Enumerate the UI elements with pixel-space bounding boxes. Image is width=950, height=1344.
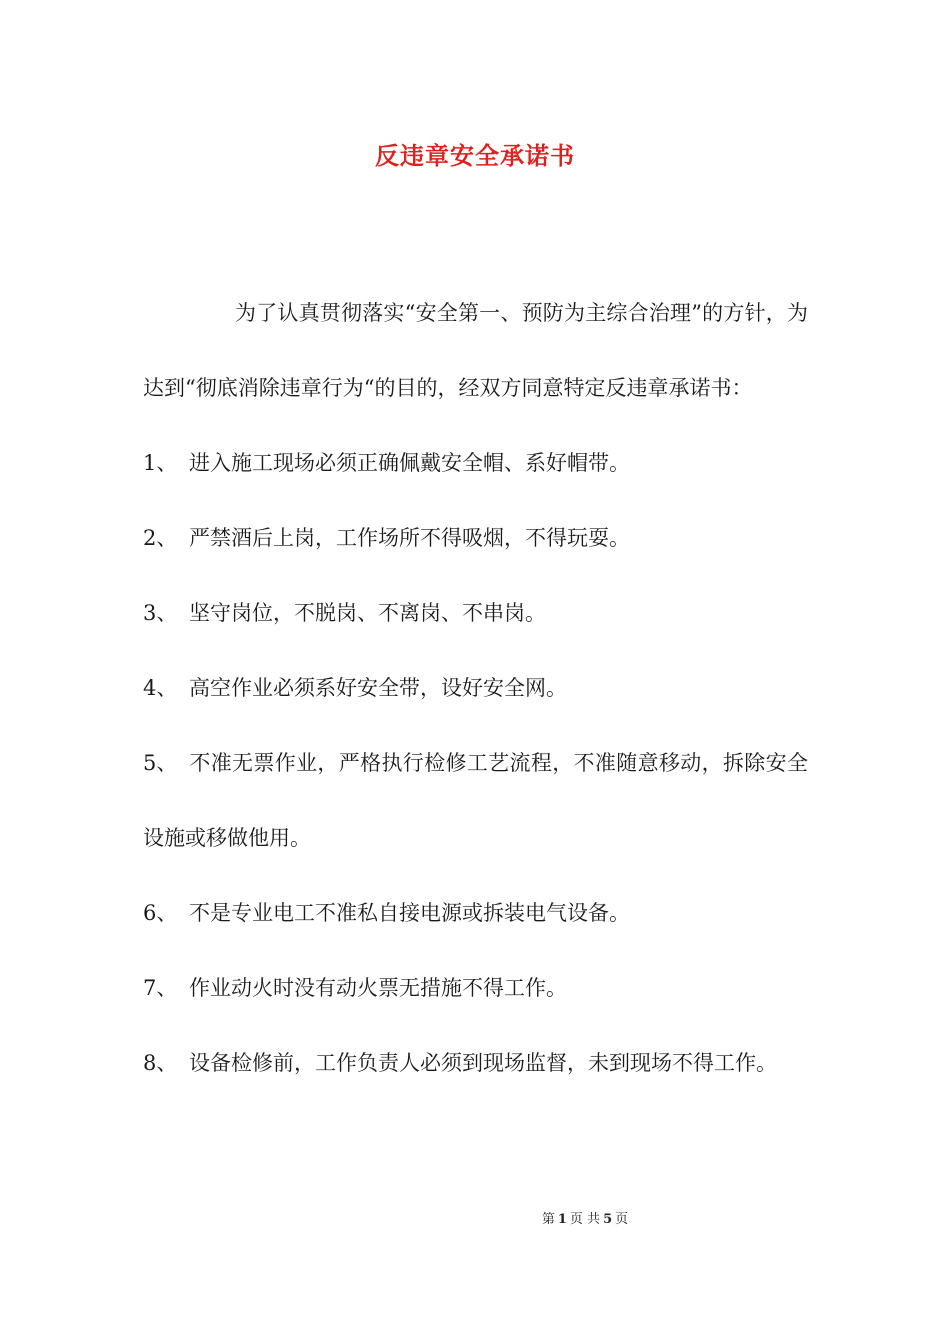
list-item (143, 1026, 808, 1101)
list-item-number: 6、 (143, 901, 178, 925)
footer-page-number: 1 (557, 1212, 567, 1227)
page-footer (0, 1208, 950, 1227)
list-item-number: 5、 (143, 751, 178, 775)
list-item-number: 3、 (143, 601, 178, 625)
intro-paragraph: 为了认真贯彻落实“安全第一、预防为主综合治理”的方针，为达到“彻底消除违章行为“的目的，经双方同意特定反违章承诺书： (143, 301, 808, 400)
document-title: 反违章安全承诺书 (375, 141, 575, 170)
footer-suffix: 页 (615, 1212, 629, 1227)
list-item-text: 作业动火时没有动火票无措施不得工作。 (189, 976, 567, 1000)
list-item (143, 726, 808, 876)
list-item (143, 576, 808, 651)
list-item-number: 8、 (143, 1051, 178, 1075)
footer-middle: 页 共 (569, 1212, 601, 1227)
footer-total-pages: 5 (603, 1212, 613, 1227)
list-item-number: 4、 (143, 676, 178, 700)
list-item (143, 951, 808, 1026)
list-item-text: 不准无票作业，严格执行检修工艺流程，不准随意移动，拆除安全设施或移做他用。 (143, 751, 808, 850)
list-item-text: 坚守岗位，不脱岗、不离岗、不串岗。 (189, 601, 546, 625)
list-item (143, 876, 808, 951)
list-item-text: 进入施工现场必须正确佩戴安全帽、系好帽带。 (189, 451, 630, 475)
list-item-text: 严禁酒后上岗，工作场所不得吸烟，不得玩耍。 (189, 526, 630, 550)
list-item-number: 2、 (143, 526, 178, 550)
document-body (143, 276, 808, 1101)
footer-prefix: 第 (541, 1212, 555, 1227)
list-item-number: 7、 (143, 976, 178, 1000)
list-item-text: 不是专业电工不准私自接电源或拆装电气设备。 (189, 901, 630, 925)
list-item (143, 426, 808, 501)
list-item (143, 501, 808, 576)
list-item-text: 高空作业必须系好安全带，设好安全网。 (189, 676, 567, 700)
list-item-text: 设备检修前，工作负责人必须到现场监督，未到现场不得工作。 (189, 1051, 777, 1075)
list-item-number: 1、 (143, 451, 178, 475)
list-item (143, 651, 808, 726)
